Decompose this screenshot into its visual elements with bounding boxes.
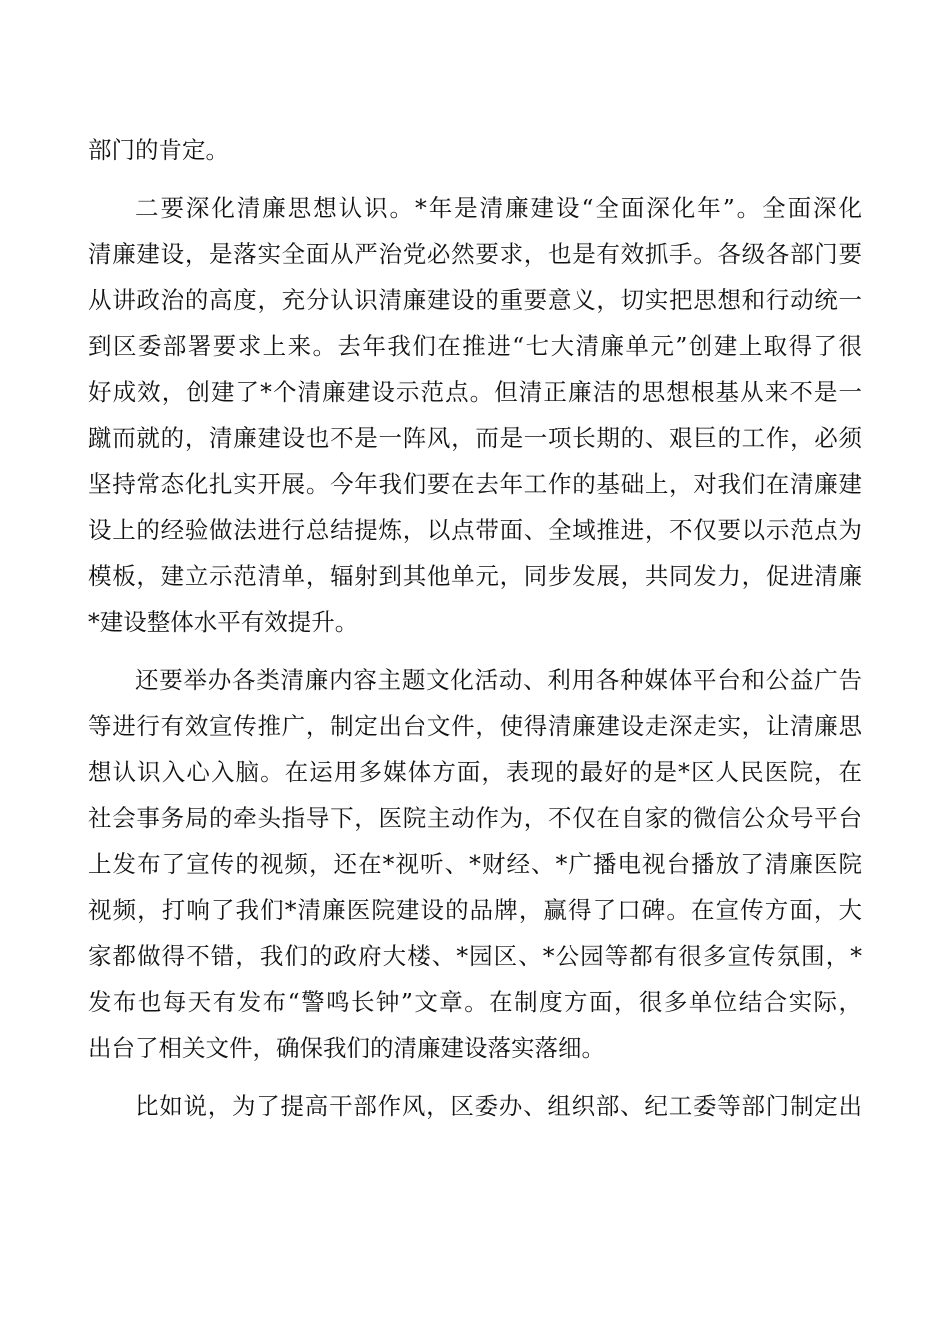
text-line: 模板，建立示范清单，辐射到其他单元，同步发展，共同发力，促进清廉 [88,562,862,590]
text-line: 坚持常态化扎实开展。今年我们要在去年工作的基础上，对我们在清廉建 [88,470,862,498]
text-line: 清廉建设，是落实全面从严治党必然要求，也是有效抓手。各级各部门要 [88,240,862,268]
text-line: 部门的肯定。 [88,136,229,164]
text-line: 想认识入心入脑。在运用多媒体方面，表现的最好的是*区人民医院，在 [88,758,862,786]
paragraph-first-line: 比如说，为了提高干部作风，区委办、组织部、纪工委等部门制定出 [135,1092,862,1120]
text-line: 好成效，创建了*个清廉建设示范点。但清正廉洁的思想根基从来不是一 [88,378,862,406]
text-line: 设上的经验做法进行总结提炼，以点带面、全域推进，不仅要以示范点为 [88,516,862,544]
text-line: 发布也每天有发布“警鸣长钟”文章。在制度方面，很多单位结合实际， [88,988,862,1016]
text-line: 等进行有效宣传推广，制定出台文件，使得清廉建设走深走实，让清廉思 [88,712,862,740]
paragraph-first-line: 还要举办各类清廉内容主题文化活动、利用各种媒体平台和公益广告 [135,666,862,694]
paragraph-first-line: 二要深化清廉思想认识。*年是清廉建设“全面深化年”。全面深化 [135,194,862,222]
text-line: *建设整体水平有效提升。 [88,608,359,636]
text-line: 从讲政治的高度，充分认识清廉建设的重要意义，切实把思想和行动统一 [88,286,862,314]
text-line: 蹴而就的，清廉建设也不是一阵风，而是一项长期的、艰巨的工作，必须 [88,424,862,452]
text-line: 出台了相关文件，确保我们的清廉建设落实落细。 [88,1034,605,1062]
text-line: 到区委部署要求上来。去年我们在推进“七大清廉单元”创建上取得了很 [88,332,862,360]
text-line: 上发布了宣传的视频，还在*视听、*财经、*广播电视台播放了清廉医院 [88,850,862,878]
text-line: 家都做得不错，我们的政府大楼、*园区、*公园等都有很多宣传氛围，* [88,942,862,970]
text-line: 视频，打响了我们*清廉医院建设的品牌，赢得了口碑。在宣传方面，大 [88,896,862,924]
text-line: 社会事务局的牵头指导下，医院主动作为，不仅在自家的微信公众号平台 [88,804,862,832]
